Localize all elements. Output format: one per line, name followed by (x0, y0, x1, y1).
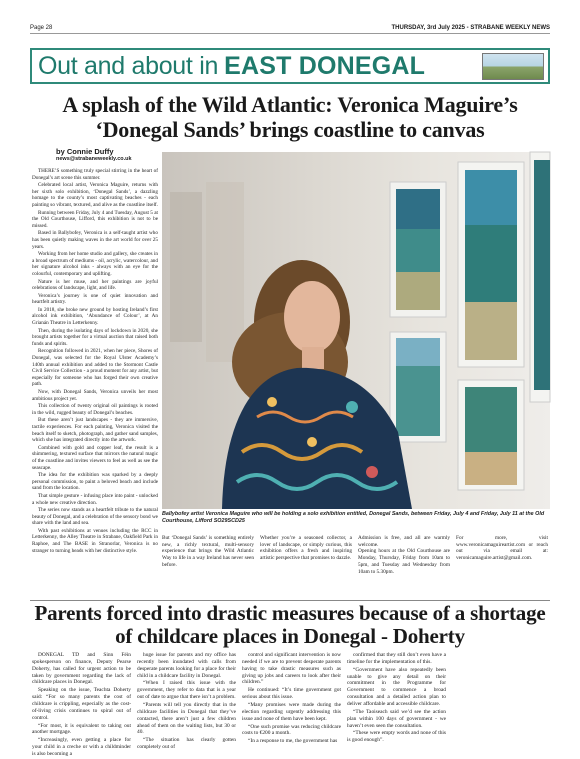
article1-paragraph: Nature is her muse, and her paintings are joyful celebrations of landscape, light, and life. (32, 278, 158, 292)
article1-paragraph: Then, during the isolating days of lockdown in 2020, she brought artists together for a virtual auction that raised both funds and spirits. (32, 327, 158, 347)
article1-paragraph: That simple gesture - infusing place into paint - unlocked a whole new creative direction. (32, 492, 158, 506)
article1-paragraph: Running between Friday, July 4 and Tuesday, August 5 at the Old Courthouse, Lifford, this exhibition is not to be missed. (32, 209, 158, 229)
article2-paragraph: “For most, it is equivalent to taking out another mortgage. (32, 722, 131, 736)
photo-caption: Ballybofey artist Veronica Maguire who will be holding a solo exhibition entitled, Donegal Sands, between Friday, July 4 and Friday, July 11 at the Old Courthouse, Lifford SO29SCD25 (162, 511, 545, 524)
page-header (30, 22, 550, 34)
article2-column (137, 652, 236, 759)
article1-paragraph: Combined with gold and copper leaf, the result is a shimmering, textured surface that mirrors the natural magic of the coastline and invites viewers to feel as well as see the seascape. (32, 444, 158, 471)
article2-paragraph: huge issue for parents and my office has recently been inundated with calls from desperate parents looking for a place for their child in a childcare facility in Donegal. (137, 652, 236, 679)
article2-paragraph: confirmed that they still don’t even have a timeline for the implementation of this. (347, 652, 446, 665)
artist-photo-illustration (162, 152, 550, 509)
page-number: Page 28 (30, 24, 53, 31)
article1-paragraph: In 2018, she broke new ground by hosting Ireland’s first alcohol ink exhibition, ‘Abundance of Colour’, at An Grianán Theatre in Letterkenny. (32, 306, 158, 327)
banner-landscape-image (482, 53, 544, 80)
continuation-paragraph: Opening hours at the Old Courthouse are Monday, Thursday, Friday from 10am to 5pm, and Tuesday and Wednesday from 10am to 5.30pm. (358, 548, 450, 575)
article2-body (32, 652, 550, 759)
article2-paragraph: “The situation has clearly gotten completely out of (137, 737, 236, 751)
article1-headline: A splash of the Wild Atlantic: Veronica Maguire’s ‘Donegal Sands’ brings coastline to canvas (62, 92, 518, 142)
artist-photo (162, 152, 550, 509)
section-banner (30, 48, 550, 84)
article2-paragraph: Speaking on the issue, Teachta Doherty said: “For so many parents the cost of childcare is crippling, especially as the cost-of-living crisis continues to spiral out of control. (32, 687, 131, 721)
article2-paragraph: “These were empty words and none of this is good enough”. (347, 730, 446, 744)
article1-email: news@strabaneweekly.co.uk (56, 156, 132, 162)
article1-paragraph: Now, with Donegal Sands, Veronica unveils her most ambitious project yet. (32, 389, 158, 402)
article2-paragraph: “Government have also repeatedly been unable to give any detail on their commitment in the Programme for Government to commence a broad consultation and a detailed action plan to deliver affordable and accessible childcare. (347, 666, 446, 708)
article1-byline: by Connie Duffy (56, 147, 114, 156)
article2-paragraph: DONEGAL TD and Sinn Féin spokesperson on finance, Deputy Pearse Doherty, has called for urgent action to be taken by government regarding the lack of childcare places in Donegal. (32, 652, 131, 686)
article2-paragraph: “Increasingly, even getting a place for your child in a creche or with a childminder is also becoming a (32, 737, 131, 758)
article1-paragraph: The series now stands as a heartfelt tribute to the natural beauty of Donegal, and a celebration of the sensory bond we share with the land and sea. (32, 507, 158, 527)
article1-paragraph: This collection of twenty original oil paintings is rooted in the wild, rugged beauty of Donegal’s beaches. (32, 403, 158, 416)
article1-paragraph: THERE’S something truly special stirring in the heart of Donegal’s art scene this summer. (32, 168, 158, 181)
article1-paragraph: But these aren’t just landscapes - they are immersive, tactile experiences. For each painting, Veronica visited the beach itself to sketch, photograph, and gather sand samples, which she has integrated directly into the artwork. (32, 417, 158, 444)
article2-paragraph: He continued: “It’s time government got serious about this issue. (242, 687, 341, 701)
article1-paragraph: The idea for the exhibition was sparked by a deeply personal commission, to paint a beloved beach and include sand from the location. (32, 472, 158, 492)
continuation-column (358, 535, 450, 575)
continuation-paragraph: Admission is free, and all are warmly welcome. (358, 535, 450, 548)
continuation-paragraph: For more, visit www.veronicamaguireartist.com or reach out via email at: veronicamaguire.artist@gmail.com. (456, 535, 548, 562)
article1-paragraph: Recognition followed in 2021, when her piece, Shores of Donegal, was selected for the Royal Ulster Academy’s 140th annual exhibition and added to the Stormont Castle Civil Service Collection - a proud moment for any artist, but especially for someone who has forged their own creative path. (32, 348, 158, 388)
article1-paragraph: Working from her home studio and gallery, she creates in a broad spectrum of mediums - oil, acrylic, watercolour, and her signature alcohol inks - always with an eye for the colourful, contemporary and uplifting. (32, 251, 158, 277)
section-title: EAST DONEGAL (224, 51, 426, 80)
article2-headline: Parents forced into drastic measures because of a shortage of childcare places in Donegal - Doherty (34, 601, 546, 649)
article2-paragraph: “When I raised this issue with the government, they refer to data that is a year out of date to argue that there isn’t a problem. (137, 680, 236, 701)
article1-paragraph: Celebrated local artist, Veronica Maguire, returns with her sixth solo exhibition, ‘Donegal Sands’, a dazzling homage to the county’s most captivating beaches - each painting so vibrant, textured, and alive as the coastline itself. (32, 182, 158, 208)
section-lead: Out and about in (38, 51, 219, 80)
continuation-paragraph: Whether you’re a seasoned collector, a lover of landscape, or simply curious, this exhibition offers a fresh and inspiring artistic perspective that promises to dazzle. (260, 535, 352, 562)
article1-paragraph: With past exhibitions at venues including the RCC in Letterkenny, the Alley Theatre in Strabane, Oakfield Park in Raphoe, and The BASE in Stranorlar, Veronica is no stranger to turning heads with her distinctive style. (32, 527, 158, 554)
article2-paragraph: “Many promises were made during the election regarding urgently addressing this issue and none of them have been kept. (242, 702, 341, 722)
article2-column (347, 652, 446, 759)
article1-continuation (162, 535, 552, 575)
article2-column (242, 652, 341, 759)
article2-paragraph: “Parents will tell you directly that in the childcare facilities in Donegal that they’ve contacted, there aren’t just a few children ahead of them on the waiting lists, but 30 or 40. (137, 702, 236, 736)
continuation-column (456, 535, 548, 575)
continuation-paragraph: But ‘Donegal Sands’ is something entirely new, a richly textural, multi-sensory experience that brings the Wild Atlantic Way to life in a way Ireland has never seen before. (162, 535, 254, 568)
article2-paragraph: “One such promise was reducing childcare costs to €200 a month. (242, 723, 341, 737)
continuation-column (162, 535, 254, 575)
continuation-column (260, 535, 352, 575)
article2-column (32, 652, 131, 759)
article2-paragraph: “The Taoiseach said we’d see the action plan within 100 days of government - we haven’t even seen the consultation. (347, 708, 446, 729)
issue-dateline: THURSDAY, 3rd July 2025 - STRABANE WEEKLY NEWS (391, 24, 550, 31)
article2-paragraph: control and significant intervention is now needed if we are to prevent desperate parents having to take drastic measures such as giving up jobs and careers to look after their children.” (242, 652, 341, 686)
article1-paragraph: Based in Ballybofey, Veronica is a self-taught artist who has been quietly making waves in the art world for over 25 years. (32, 230, 158, 250)
article1-paragraph: Veronica’s journey is one of quiet innovation and heartfelt artistry. (32, 292, 158, 306)
article1-body (32, 168, 158, 555)
article2-paragraph: “In a response to me, the government has (248, 738, 338, 745)
